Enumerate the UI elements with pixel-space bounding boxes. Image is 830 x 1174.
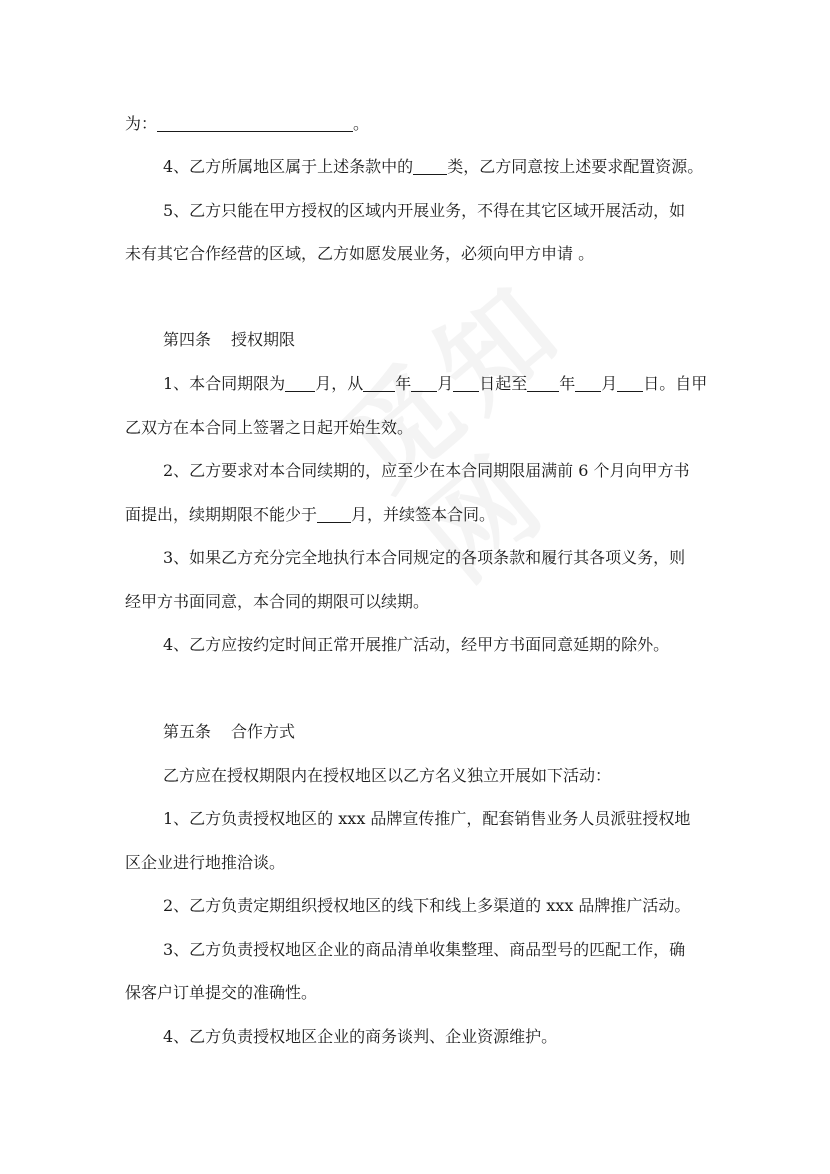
article-number: 第五条	[163, 722, 212, 741]
fill-blank	[363, 375, 395, 392]
text: 月	[437, 374, 454, 393]
fill-blank	[413, 158, 447, 175]
text: 年	[559, 374, 576, 393]
text: 月	[601, 374, 618, 393]
fill-blank	[527, 375, 559, 392]
fill-blank	[157, 115, 353, 132]
text: 面提出，续期期限不能少于	[125, 505, 318, 524]
clause-4-item-2-cont	[125, 493, 710, 537]
article-number: 第四条	[163, 330, 212, 349]
fill-blank	[317, 506, 351, 523]
text: 1、本合同期限为	[163, 374, 286, 393]
clause-5-item-2: 2、乙方负责定期组织授权地区的线下和线上多渠道的 xxx 品牌推广活动。	[163, 896, 691, 915]
fill-blank	[453, 375, 479, 392]
fill-blank	[617, 375, 643, 392]
text: 年	[395, 374, 412, 393]
line-recipient	[125, 102, 710, 146]
text: 月，从	[315, 374, 364, 393]
clause-5-intro: 乙方应在授权期限内在授权地区以乙方名义独立开展如下活动：	[163, 766, 612, 785]
text: 类，乙方同意按上述要求配置资源。	[447, 157, 704, 176]
article-4-heading	[163, 318, 748, 362]
fill-blank	[285, 375, 315, 392]
clause-5-item-1-cont: 区企业进行地推洽谈。	[125, 853, 286, 872]
text: 。	[353, 114, 370, 133]
clause-5-item-3-cont: 保客户订单提交的准确性。	[125, 983, 318, 1002]
clause-3-item-5-cont: 未有其它合作经营的区域，乙方如愿发展业务，必须向甲方申请 。	[125, 244, 595, 263]
article-title: 授权期限	[231, 330, 296, 349]
clause-4-item-1	[125, 362, 710, 406]
clause-3-item-5: 5、乙方只能在甲方授权的区域内开展业务，不得在其它区域开展活动，如	[163, 201, 686, 220]
article-title: 合作方式	[231, 722, 296, 741]
clause-4-item-3: 3、如果乙方充分完全地执行本合同规定的各项条款和履行其各项义务，则	[163, 548, 686, 567]
clause-5-item-4: 4、乙方负责授权地区企业的商务谈判、企业资源维护。	[163, 1027, 558, 1046]
text: 为：	[125, 114, 158, 133]
text: 月，并续签本合同。	[351, 505, 496, 524]
clause-4-item-1-cont: 乙双方在本合同上签署之日起开始生效。	[125, 418, 414, 437]
text: 4、乙方所属地区属于上述条款中的	[163, 157, 414, 176]
fill-blank	[575, 375, 601, 392]
fill-blank	[411, 375, 437, 392]
text: 日起至	[479, 374, 528, 393]
clause-5-item-3: 3、乙方负责授权地区企业的商品清单收集整理、商品型号的匹配工作，确	[163, 940, 686, 959]
clause-5-item-1: 1、乙方负责授权地区的 xxx 品牌宣传推广，配套销售业务人员派驻授权地	[163, 809, 691, 828]
article-5-heading	[163, 710, 748, 754]
clause-4-item-2: 2、乙方要求对本合同续期的，应至少在本合同期限届满前 6 个月向甲方书	[163, 461, 690, 480]
text: 日。自甲	[643, 374, 708, 393]
clause-4-item-3-cont: 经甲方书面同意，本合同的期限可以续期。	[125, 592, 430, 611]
clause-3-item-4	[125, 145, 710, 189]
clause-4-item-4: 4、乙方应按约定时间正常开展推广活动，经甲方书面同意延期的除外。	[163, 635, 670, 654]
